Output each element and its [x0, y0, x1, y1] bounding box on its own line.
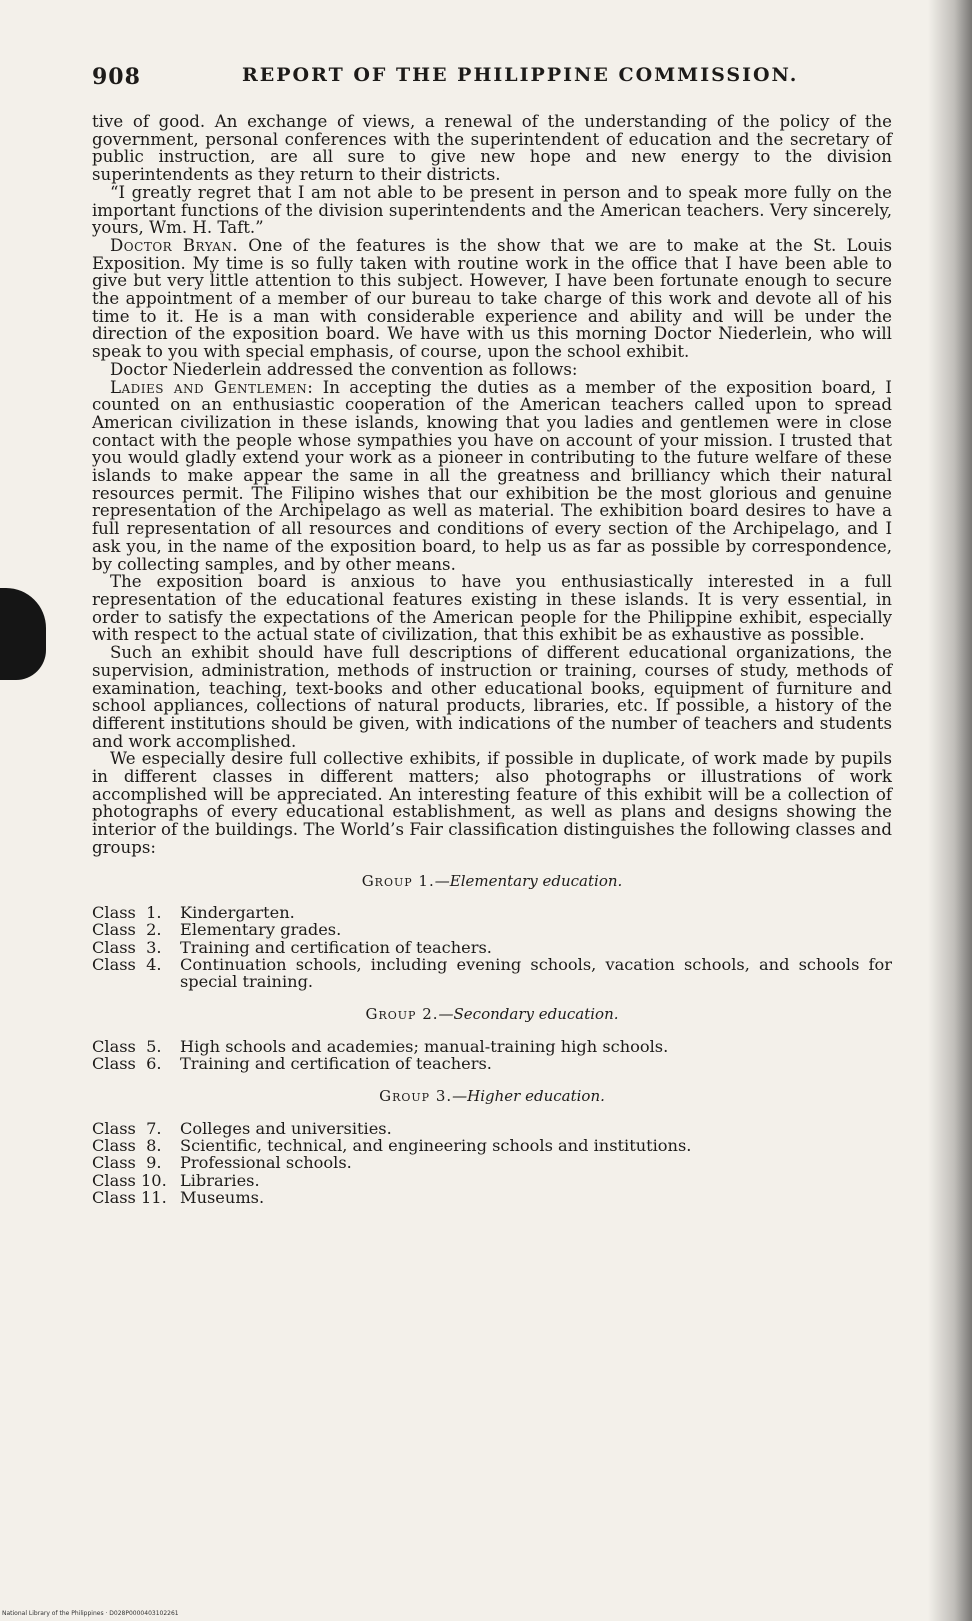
group-title: —Secondary education. [438, 1005, 619, 1024]
class-text: Colleges and universities. [180, 1119, 392, 1139]
class-number: Class 10. [92, 1170, 167, 1190]
class-number: Class 5. [92, 1036, 162, 1056]
class-text: Training and certification of teachers. [180, 1054, 492, 1074]
running-title: REPORT OF THE PHILIPPINE COMMISSION. [242, 64, 799, 86]
page-edge-shadow [928, 0, 972, 1621]
paragraph-text: The exposition board is anxious to have you enthusiastically interested in a full representation of the educational features existing in these islands. It is very essential, in order to satisfy the expectations of the American people for the Philippine exhibit, especially with respect to the actual state of civilization, that this exhibit be as exhaustive as possible. [92, 572, 892, 645]
paragraph-text: tive of good. An exchange of views, a renewal of the understanding of the policy of the government, personal conferences with the superintendent of education and the secretary of public instruction, are all sure to give new hope and new energy to the division superintendents as they return to their districts. [92, 112, 892, 185]
salutation: Ladies and Gentlemen: [110, 377, 314, 397]
class-text: Professional schools. [180, 1153, 352, 1173]
class-text: Libraries. [180, 1170, 260, 1190]
group-label: Group 3. [379, 1087, 453, 1106]
class-list [92, 1120, 892, 1206]
group-title: —Elementary education. [434, 871, 623, 890]
class-number: Class 1. [92, 903, 162, 923]
paragraph-text: “I greatly regret that I am not able to be present in person and to speak more fully on the important functions of the division superintendents and the American teachers. Very sincerely, yours, Wm. H. Taft.” [92, 182, 892, 238]
scan-footer-note: National Library of the Philippines · D028P0000403102261 [2, 1610, 179, 1617]
class-list [92, 904, 892, 990]
class-text: Training and certification of teachers. [180, 937, 492, 957]
group-heading [92, 1006, 892, 1024]
class-number: Class 2. [92, 920, 162, 940]
list-item [92, 921, 892, 938]
list-item [92, 1154, 892, 1171]
paragraph [92, 379, 892, 574]
list-item [92, 904, 892, 921]
class-text: Elementary grades. [180, 920, 342, 940]
class-text: High schools and academies; manual-training high schools. [180, 1036, 669, 1056]
class-text: Scientific, technical, and engineering schools and institutions. [180, 1136, 692, 1156]
class-number: Class 7. [92, 1119, 162, 1139]
paragraph [92, 573, 892, 644]
speaker-name: Doctor Bryan. [110, 235, 239, 255]
group-heading [92, 873, 892, 891]
page-number: 908 [92, 64, 141, 90]
class-number: Class 11. [92, 1187, 167, 1207]
class-number: Class 9. [92, 1153, 162, 1173]
list-item [92, 1038, 892, 1055]
page-body [92, 113, 892, 1206]
list-item [92, 939, 892, 956]
class-number: Class 6. [92, 1054, 162, 1074]
paragraph [92, 237, 892, 361]
group-title: —Higher education. [452, 1087, 605, 1106]
scan-edge-mark [0, 588, 46, 680]
list-item [92, 1120, 892, 1137]
page-header [92, 56, 892, 96]
list-item [92, 956, 892, 990]
group-label: Group 2. [365, 1005, 439, 1024]
paragraph-text: Doctor Niederlein addressed the convention as follows: [110, 359, 578, 379]
paragraph [92, 361, 892, 379]
paragraph [92, 184, 892, 237]
paragraph [92, 113, 892, 184]
paragraph-text: One of the features is the show that we are to make at the St. Louis Exposition. My time is so fully taken with routine work in the office that I have been able to give but very little attention to this subject. However, I have been fortunate enough to secure the appointment of a member of our bureau to take charge of this work and devote all of his time to it. He is a man with considerable experience and ability and will be under the direction of the exposition board. We have with us this morning Doctor Niederlein, who will speak to you with special emphasis, of course, upon the school exhibit. [92, 235, 892, 362]
class-number: Class 8. [92, 1136, 162, 1156]
group-heading [92, 1088, 892, 1106]
list-item [92, 1137, 892, 1154]
list-item [92, 1172, 892, 1189]
paragraph-text: We especially desire full collective exhibits, if possible in duplicate, of work made by pupils in different classes in different matters; also photographs or illustrations of work accomplished will be appreciated. An interesting feature of this exhibit will be a collection of photographs of every educational establishment, as well as plans and designs showing the interior of the buildings. The World’s Fair classification distinguishes the following classes and groups: [92, 749, 892, 857]
paragraph-text: In accepting the duties as a member of the exposition board, I counted on an enthusiastic cooperation of the American teachers called upon to spread American civilization in these islands, knowing that you ladies and gentlemen were in close contact with the people whose sympathies you have on account of your mission. I trusted that you would gladly extend your work as a pioneer in contributing to the future welfare of these islands to make appear the same in all the greatness and brilliancy which their natural resources permit. The Filipino wishes that our exhibition be the most glorious and genuine representation of the Archipelago as well as material. The exhibition board desires to have a full representation of all resources and conditions of every section of the Archipelago, and I ask you, in the name of the exposition board, to help us as far as possible by correspondence, by collecting samples, and by other means. [92, 377, 892, 574]
class-text: Kindergarten. [180, 903, 295, 923]
list-item [92, 1189, 892, 1206]
class-text: Museums. [180, 1187, 265, 1207]
class-list [92, 1038, 892, 1072]
class-number: Class 3. [92, 937, 162, 957]
paragraph [92, 750, 892, 856]
paragraph-text: Such an exhibit should have full descriptions of different educational organizations, the supervision, administration, methods of instruction or training, courses of study, methods of examination, teaching, text-books and other educational books, equipment of furniture and school appliances, collections of natural products, libraries, etc. If possible, a history of the different institutions should be given, with indications of the number of teachers and students and work accomplished. [92, 643, 892, 751]
paragraph [92, 644, 892, 750]
list-item [92, 1055, 892, 1072]
group-label: Group 1. [361, 871, 435, 890]
class-text: Continuation schools, including evening schools, vacation schools, and schools for special training. [180, 954, 892, 992]
class-number: Class 4. [92, 954, 162, 974]
